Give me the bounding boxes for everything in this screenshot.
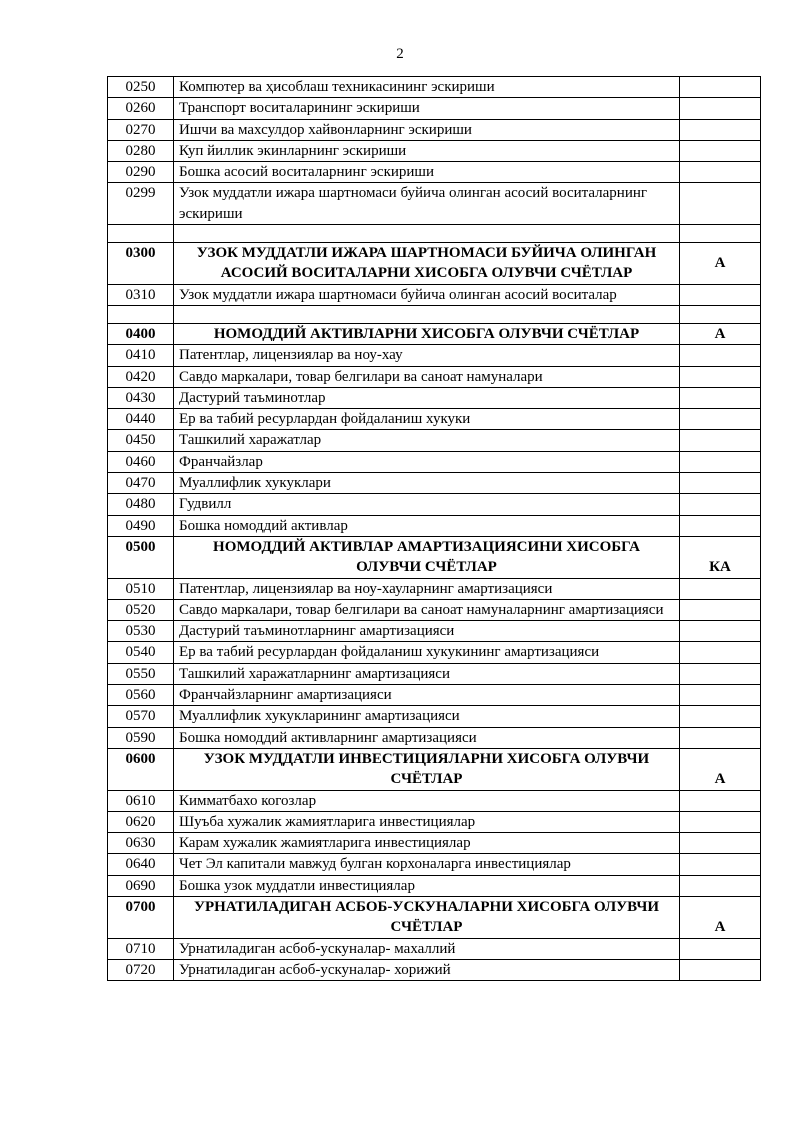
account-code: 0290 — [108, 162, 174, 183]
account-row — [108, 409, 761, 430]
account-code: 0520 — [108, 599, 174, 620]
account-code: 0440 — [108, 409, 174, 430]
account-type — [680, 305, 761, 323]
account-type — [680, 451, 761, 472]
account-row — [108, 706, 761, 727]
account-code: 0550 — [108, 663, 174, 684]
accounts-table — [107, 76, 761, 981]
section-header-row — [108, 323, 761, 344]
account-code: 0690 — [108, 875, 174, 896]
account-type — [680, 599, 761, 620]
section-title: УЗОК МУДДАТЛИ ИЖАРА ШАРТНОМАСИ БУЙИЧА ОЛИНГАН АСОСИЙ ВОСИТАЛАРНИ ХИСОБГА ОЛУВЧИ СЧЁТЛАР — [174, 243, 680, 285]
account-code: 0460 — [108, 451, 174, 472]
account-code: 0430 — [108, 387, 174, 408]
account-row — [108, 854, 761, 875]
account-name: Ташкилий харажатларнинг амартизацияси — [174, 663, 680, 684]
account-type — [680, 494, 761, 515]
account-row — [108, 119, 761, 140]
account-row — [108, 663, 761, 684]
account-name: Урнатиладиган асбоб-ускуналар- махаллий — [174, 938, 680, 959]
account-name: Ташкилий харажатлар — [174, 430, 680, 451]
account-row — [108, 473, 761, 494]
accounts-table-body — [108, 77, 761, 981]
page-number: 2 — [396, 46, 404, 62]
account-code — [108, 225, 174, 243]
account-type — [680, 284, 761, 305]
account-type — [680, 811, 761, 832]
section-header-row — [108, 896, 761, 938]
account-name: Гудвилл — [174, 494, 680, 515]
account-name: Савдо маркалари, товар белгилари ва саноат намуналари — [174, 366, 680, 387]
account-name: Муаллифлик хукукларининг амартизацияси — [174, 706, 680, 727]
account-row — [108, 727, 761, 748]
account-name: Бошка номоддий активлар — [174, 515, 680, 536]
account-code: 0260 — [108, 98, 174, 119]
account-row — [108, 621, 761, 642]
section-header-row — [108, 243, 761, 285]
account-row — [108, 77, 761, 98]
account-type — [680, 621, 761, 642]
account-type — [680, 875, 761, 896]
account-code: 0600 — [108, 748, 174, 790]
account-code: 0610 — [108, 790, 174, 811]
account-name: Узок муддатли ижара шартномаси буйича олинган асосий воситалар — [174, 284, 680, 305]
account-type: А — [680, 748, 761, 790]
account-type — [680, 854, 761, 875]
account-row — [108, 685, 761, 706]
account-row — [108, 790, 761, 811]
account-row — [108, 284, 761, 305]
account-row — [108, 140, 761, 161]
account-code: 0500 — [108, 536, 174, 578]
spacer-row — [108, 225, 761, 243]
account-type — [680, 642, 761, 663]
account-type — [680, 98, 761, 119]
account-row — [108, 642, 761, 663]
account-name: Ер ва табий ресурлардан фойдаланиш хукуки — [174, 409, 680, 430]
section-title: УЗОК МУДДАТЛИ ИНВЕСТИЦИЯЛАРНИ ХИСОБГА ОЛУВЧИ СЧЁТЛАР — [174, 748, 680, 790]
account-code: 0270 — [108, 119, 174, 140]
account-code: 0560 — [108, 685, 174, 706]
account-row — [108, 811, 761, 832]
account-code: 0300 — [108, 243, 174, 285]
account-type — [680, 119, 761, 140]
account-code: 0720 — [108, 959, 174, 980]
account-row — [108, 959, 761, 980]
account-type — [680, 938, 761, 959]
account-row — [108, 366, 761, 387]
account-type: А — [680, 243, 761, 285]
account-type — [680, 409, 761, 430]
account-type — [680, 225, 761, 243]
account-code: 0310 — [108, 284, 174, 305]
section-header-row — [108, 748, 761, 790]
spacer-row — [108, 305, 761, 323]
account-name — [174, 305, 680, 323]
account-name: Бошка асосий воситаларнинг эскириши — [174, 162, 680, 183]
account-code: 0620 — [108, 811, 174, 832]
account-code: 0510 — [108, 578, 174, 599]
account-name: Патентлар, лицензиялар ва ноу-хауларнинг амартизацияси — [174, 578, 680, 599]
account-type — [680, 727, 761, 748]
account-type — [680, 578, 761, 599]
account-type — [680, 366, 761, 387]
account-row — [108, 430, 761, 451]
account-code: 0450 — [108, 430, 174, 451]
account-code: 0480 — [108, 494, 174, 515]
account-name: Франчайзларнинг амартизацияси — [174, 685, 680, 706]
account-code: 0280 — [108, 140, 174, 161]
account-row — [108, 451, 761, 472]
account-name: Ер ва табий ресурлардан фойдаланиш хукукининг амартизацияси — [174, 642, 680, 663]
account-row — [108, 387, 761, 408]
account-row — [108, 599, 761, 620]
account-row — [108, 345, 761, 366]
account-code: 0590 — [108, 727, 174, 748]
account-name: Франчайзлар — [174, 451, 680, 472]
account-code: 0630 — [108, 833, 174, 854]
account-code: 0250 — [108, 77, 174, 98]
account-name: Транспорт воситаларининг эскириши — [174, 98, 680, 119]
account-name: Дастурий таъминотлар — [174, 387, 680, 408]
account-type — [680, 162, 761, 183]
account-name: Урнатиладиган асбоб-ускуналар- хорижий — [174, 959, 680, 980]
account-name: Узок муддатли ижара шартномаси буйича олинган асосий воситаларнинг эскириши — [174, 183, 680, 225]
account-name: Компютер ва ҳисоблаш техникасининг эскириши — [174, 77, 680, 98]
account-code: 0570 — [108, 706, 174, 727]
account-type — [680, 387, 761, 408]
account-name — [174, 225, 680, 243]
account-row — [108, 515, 761, 536]
account-code: 0530 — [108, 621, 174, 642]
account-code: 0299 — [108, 183, 174, 225]
account-name: Савдо маркалари, товар белгилари ва саноат намуналарнинг амартизацияси — [174, 599, 680, 620]
account-type — [680, 959, 761, 980]
account-row — [108, 578, 761, 599]
account-row — [108, 162, 761, 183]
account-type — [680, 663, 761, 684]
account-name: Кимматбахо когозлар — [174, 790, 680, 811]
account-row — [108, 494, 761, 515]
account-name: Бошка номоддий активларнинг амартизацияси — [174, 727, 680, 748]
account-type: А — [680, 896, 761, 938]
account-code: 0700 — [108, 896, 174, 938]
account-name: Муаллифлик хукуклари — [174, 473, 680, 494]
account-code: 0540 — [108, 642, 174, 663]
account-name: Шуъба хужалик жамиятларига инвестициялар — [174, 811, 680, 832]
account-type: КА — [680, 536, 761, 578]
account-type — [680, 473, 761, 494]
account-code: 0640 — [108, 854, 174, 875]
account-type — [680, 140, 761, 161]
account-name: Карам хужалик жамиятларига инвестициялар — [174, 833, 680, 854]
account-row — [108, 833, 761, 854]
account-row — [108, 875, 761, 896]
account-code: 0490 — [108, 515, 174, 536]
account-row — [108, 98, 761, 119]
section-title: НОМОДДИЙ АКТИВЛАР АМАРТИЗАЦИЯСИНИ ХИСОБГА ОЛУВЧИ СЧЁТЛАР — [174, 536, 680, 578]
account-name: Бошка узок муддатли инвестициялар — [174, 875, 680, 896]
account-name: Куп йиллик экинларнинг эскириши — [174, 140, 680, 161]
account-name: Патентлар, лицензиялар ва ноу-хау — [174, 345, 680, 366]
account-code: 0400 — [108, 323, 174, 344]
section-header-row — [108, 536, 761, 578]
account-row — [108, 938, 761, 959]
account-name: Дастурий таъминотларнинг амартизацияси — [174, 621, 680, 642]
account-type — [680, 77, 761, 98]
account-name: Ишчи ва махсулдор хайвонларнинг эскириши — [174, 119, 680, 140]
account-type — [680, 430, 761, 451]
account-row — [108, 183, 761, 225]
section-title: НОМОДДИЙ АКТИВЛАРНИ ХИСОБГА ОЛУВЧИ СЧЁТЛАР — [174, 323, 680, 344]
account-type — [680, 685, 761, 706]
account-code: 0420 — [108, 366, 174, 387]
account-type — [680, 790, 761, 811]
section-title: УРНАТИЛАДИГАН АСБОБ-УСКУНАЛАРНИ ХИСОБГА ОЛУВЧИ СЧЁТЛАР — [174, 896, 680, 938]
account-name: Чет Эл капитали мавжуд булган корхоналарга инвестициялар — [174, 854, 680, 875]
account-type — [680, 833, 761, 854]
account-type — [680, 183, 761, 225]
account-type — [680, 515, 761, 536]
account-code: 0710 — [108, 938, 174, 959]
account-type: А — [680, 323, 761, 344]
account-code: 0470 — [108, 473, 174, 494]
account-type — [680, 345, 761, 366]
account-code: 0410 — [108, 345, 174, 366]
account-type — [680, 706, 761, 727]
account-code — [108, 305, 174, 323]
